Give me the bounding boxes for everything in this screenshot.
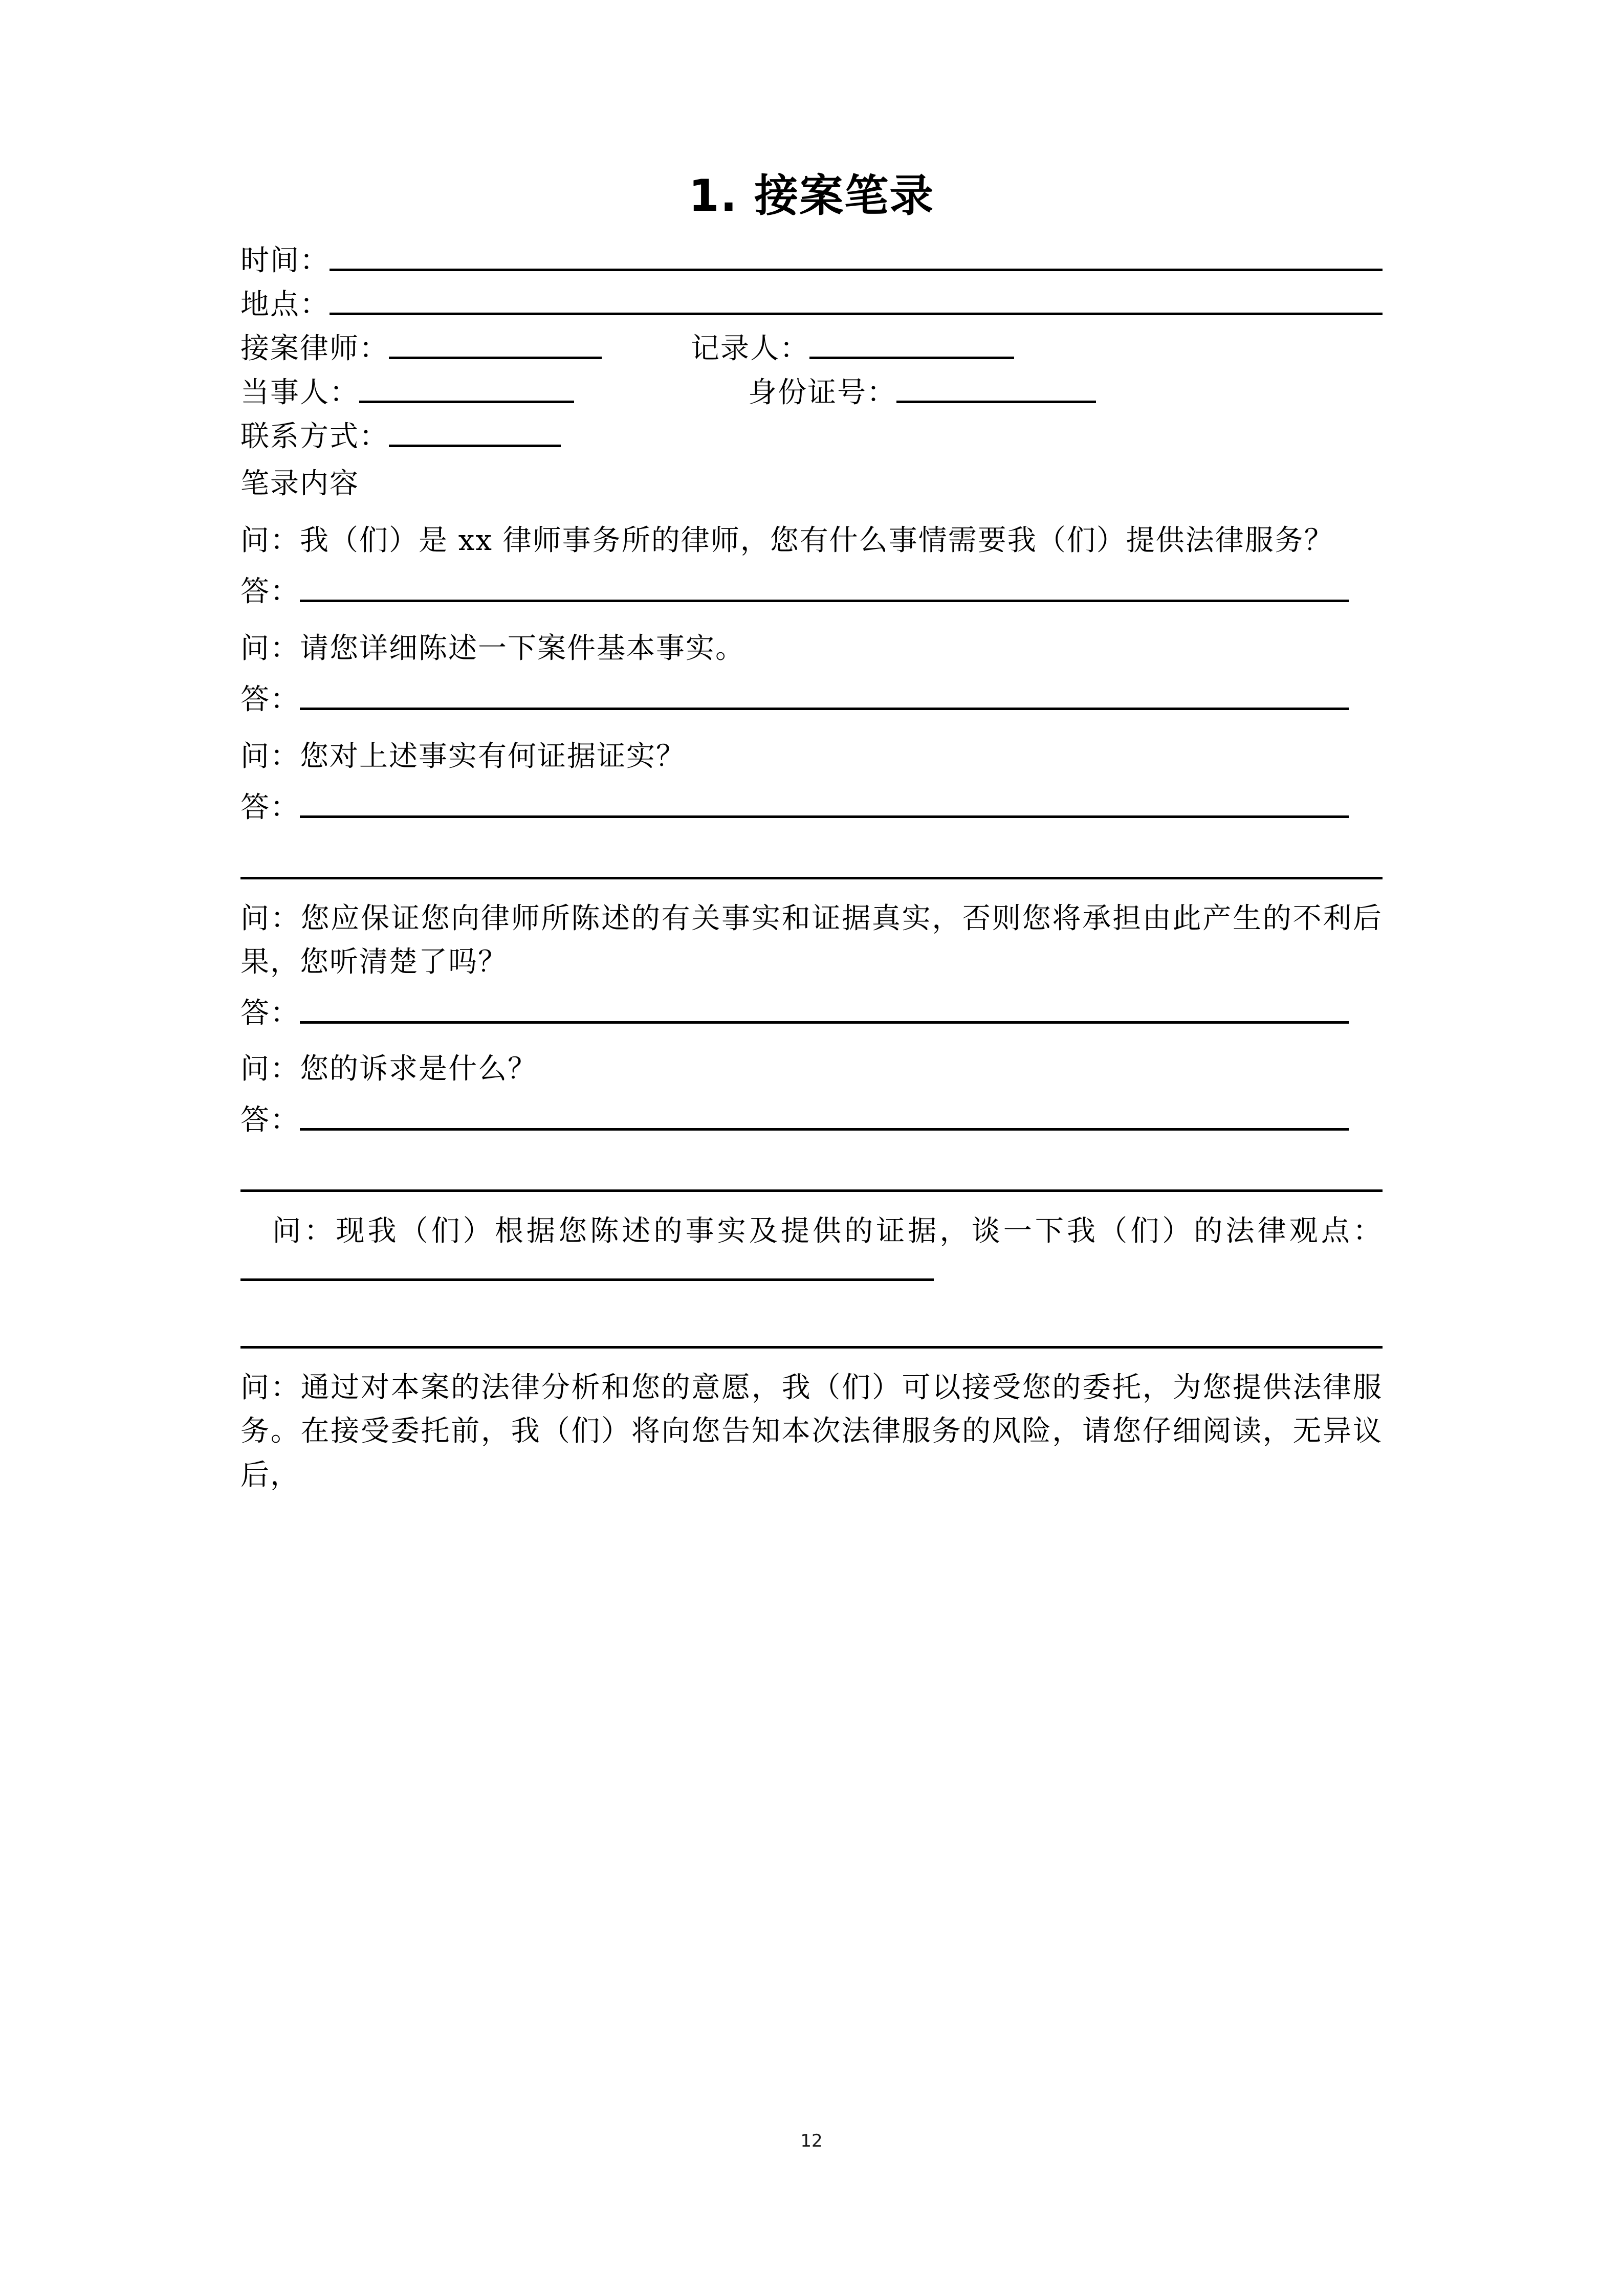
page-number: 12	[800, 2131, 823, 2151]
question-5: 问：您的诉求是什么？	[240, 1052, 537, 1086]
answer-label-3: 答：	[240, 790, 300, 824]
record-content-heading	[240, 467, 1383, 500]
answer-label-2: 答：	[240, 682, 300, 716]
answer-row-2	[240, 682, 1383, 716]
recorder-label: 记录人：	[691, 332, 809, 365]
id-number-input[interactable]	[896, 400, 1096, 403]
field-row-party-id	[240, 376, 1383, 409]
page-title: 1. 接案笔录	[688, 170, 935, 222]
answer-input-2[interactable]	[300, 707, 1349, 710]
answer-row-3	[240, 790, 1383, 824]
time-label: 时间：	[240, 244, 330, 277]
answer-row-4	[240, 999, 1383, 1028]
answer-input-3[interactable]	[300, 815, 1349, 818]
document-body	[240, 0, 1383, 1497]
answer-input-5[interactable]	[300, 1128, 1349, 1131]
legal-opinion-input[interactable]	[240, 1278, 934, 1281]
answer-label-1: 答：	[240, 575, 300, 608]
field-row-time	[240, 244, 1383, 277]
question-4: 问：您应保证您向律师所陈述的有关事实和证据真实，否则您将承担由此产生的不利后果，您听清楚了吗？	[240, 901, 1383, 979]
recorder-input[interactable]	[809, 356, 1014, 359]
field-row-contact	[240, 420, 1383, 453]
place-label: 地点：	[240, 288, 330, 321]
contact-input[interactable]	[389, 444, 561, 447]
answer-label-5: 答：	[240, 1103, 300, 1137]
question-6-text: 问：现我（们）根据您陈述的事实及提供的证据，谈一下我（们）的法律观点：	[240, 1215, 1383, 1248]
question-7: 问：通过对本案的法律分析和您的意愿，我（们）可以接受您的委托，为您提供法律服务。在接受委托前，我（们）将向您告知本次法律服务的风险，请您仔细阅读，无异议后，	[240, 1371, 1383, 1492]
contact-label: 联系方式：	[240, 420, 389, 453]
answer-input-4[interactable]	[300, 1021, 1349, 1024]
party-label: 当事人：	[240, 376, 359, 409]
answer-input-1[interactable]	[300, 599, 1349, 602]
answer-row-1	[240, 575, 1383, 608]
field-row-place	[240, 288, 1383, 321]
time-input[interactable]	[330, 268, 1383, 271]
field-row-lawyer-recorder	[240, 332, 1383, 365]
answer-label-4: 答：	[240, 997, 300, 1030]
question-3: 问：您对上述事实有何证据证实？	[240, 739, 686, 773]
question-2: 问：请您详细陈述一下案件基本事实。	[240, 631, 745, 665]
lawyer-input[interactable]	[389, 356, 602, 359]
answer-row-5	[240, 1103, 1383, 1137]
place-input[interactable]	[330, 312, 1383, 315]
id-number-label: 身份证号：	[748, 376, 896, 409]
question-1: 问：我（们）是 xx 律师事务所的律师，您有什么事情需要我（们）提供法律服务？	[240, 523, 1334, 557]
question-6	[240, 1209, 1383, 1296]
lawyer-label: 接案律师：	[240, 332, 389, 365]
record-content-label: 笔录内容	[240, 467, 359, 500]
party-input[interactable]	[359, 400, 574, 403]
